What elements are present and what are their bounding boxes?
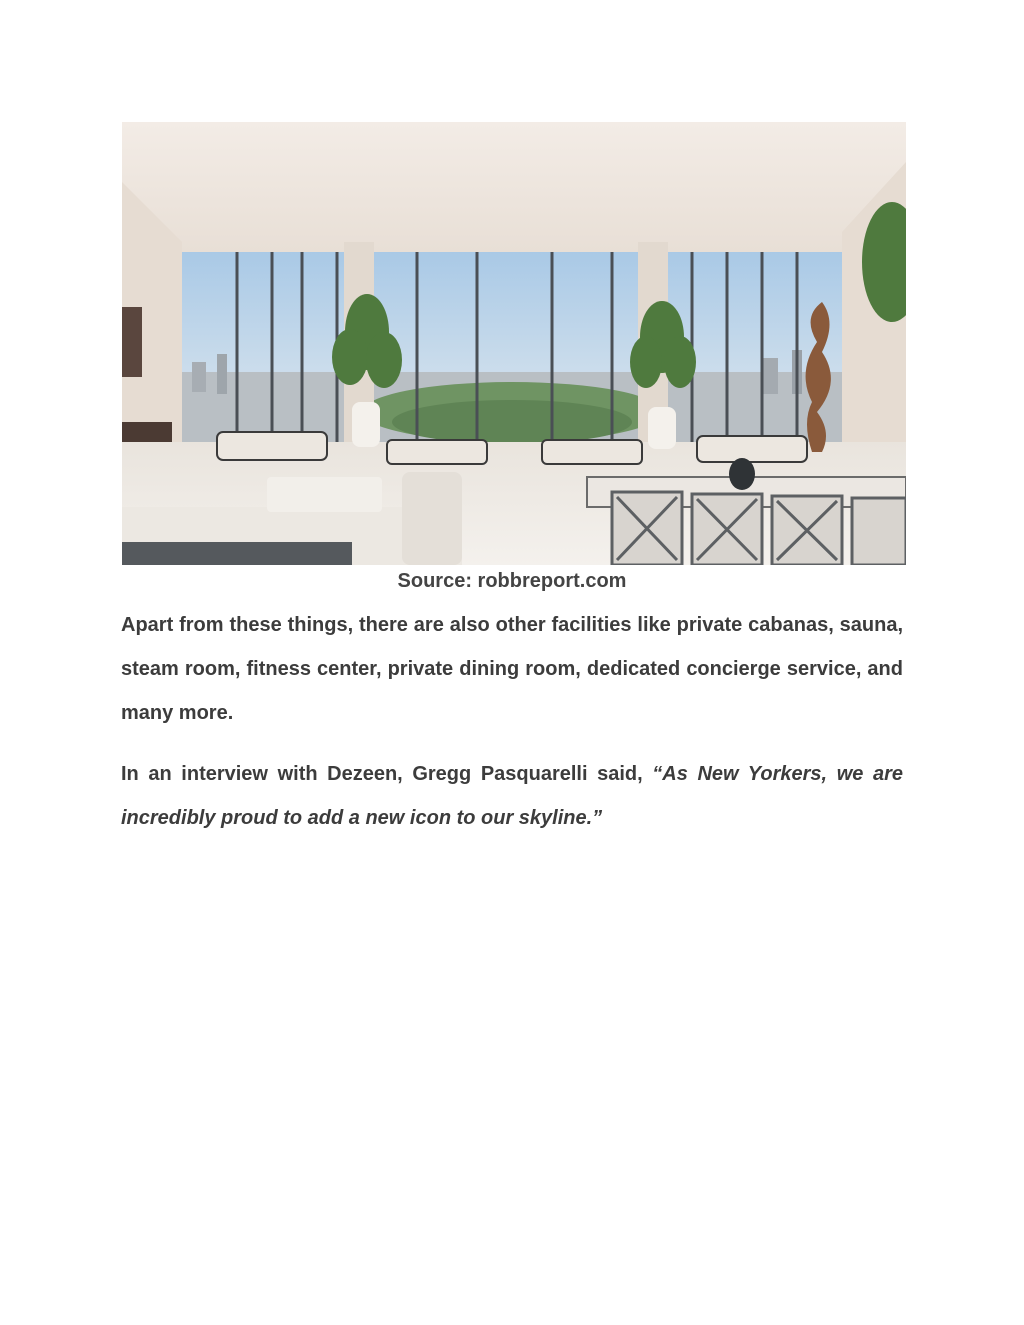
penthouse-photo	[122, 122, 906, 565]
paragraph-interview	[121, 752, 903, 840]
paragraph-facilities: Apart from these things, there are also other facilities like private cabanas, sauna, steam room, fitness center, private dining room, dedicated concierge service, and many more.	[121, 614, 903, 724]
image-caption: Source: robbreport.com	[397, 570, 627, 592]
interview-quote: “As New Yorkers, we are incredibly proud to add a new icon to our skyline.”	[121, 763, 903, 829]
interview-lead: In an interview with Dezeen, Gregg Pasquarelli said,	[121, 763, 653, 785]
